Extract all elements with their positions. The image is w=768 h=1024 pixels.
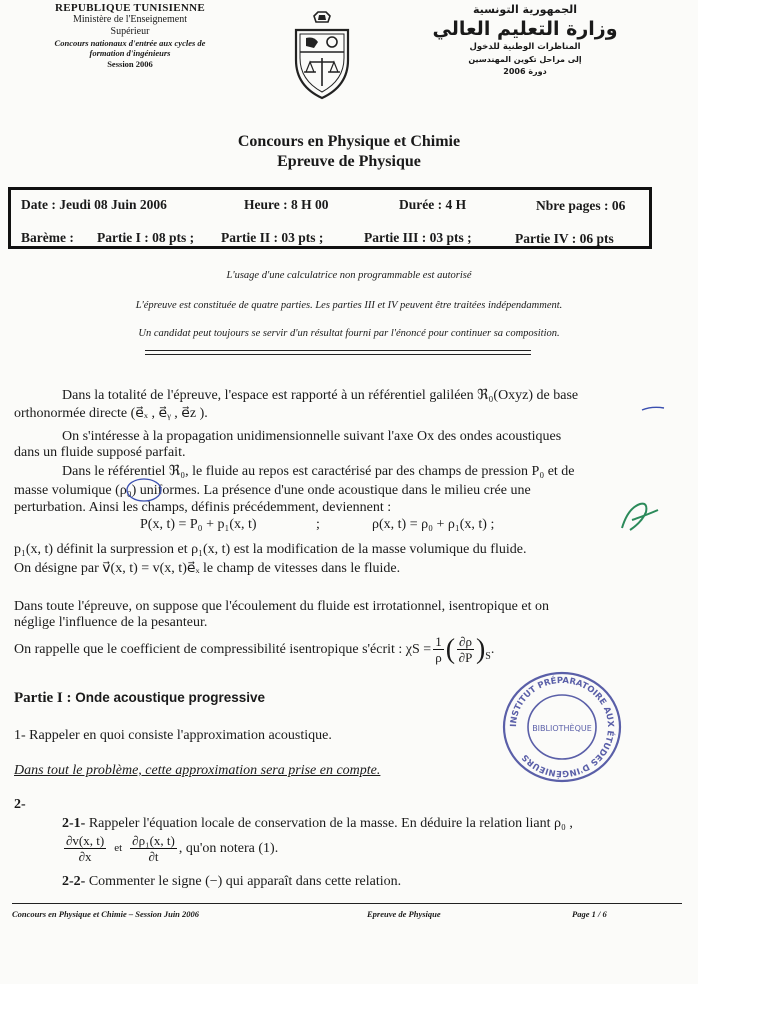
scale-label: Barème : <box>21 230 74 245</box>
body-para-4: p₁(x, t) définit la surpression et ρ₁(x, t) est la modification de la masse volumique du fluide. <box>14 542 527 557</box>
body-para-3a: Dans le référentiel ℜ₀, le fluide au repos est caractérisé par des champs de pression P₀ et de <box>62 464 575 479</box>
velocity-derivative-den: ∂x <box>78 849 92 864</box>
date-label: Date : Jeudi 08 Juin 2006 <box>21 197 167 212</box>
library-stamp-icon <box>500 670 624 784</box>
question-2-1-end: , qu'on notera (1). <box>178 841 279 856</box>
question-2-2-text: Commenter le signe (−) qui apparaît dans cette relation. <box>88 874 402 889</box>
page-count-label: Nbre pages : 06 <box>536 198 626 213</box>
header-arabic <box>420 2 630 78</box>
body-para-1a: Dans la totalité de l'épreuve, l'espace est rapporté à un référentiel galiléen ℜ₀(Oxyz) de base <box>62 388 579 403</box>
body-para-2a: On s'intéresse à la propagation unidimensionnelle suivant l'axe Ox des ondes acoustiques <box>62 429 562 444</box>
density-derivative <box>130 833 177 864</box>
part1-heading <box>14 690 265 707</box>
scale-part4: Partie IV : 06 pts <box>515 231 614 246</box>
contest-label-ar: المناظرات الوطنية للدخول <box>469 42 581 52</box>
republic-label-ar: الجمهورية التونسية <box>472 3 578 16</box>
separator-rule <box>145 350 531 351</box>
compressibility-fraction <box>433 634 444 665</box>
body-para-1b: orthonormée directe (e⃗ₓ , e⃗ᵧ , e⃗z ). <box>14 406 208 421</box>
velocity-derivative <box>64 833 106 864</box>
compressibility-line: On rappelle que le coefficient de compressibilité isentropique s'écrit : χS = $\frac{1}{\rho}$ ( $\frac{\partial\rho}{\partial P}$ ) S . <box>14 633 495 665</box>
velocity-derivative-num: ∂v(x, t) <box>66 833 105 848</box>
footer-right: Page 1 / 6 <box>572 909 607 919</box>
density-derivative-num: ∂ρ₁(x, t) <box>132 833 175 848</box>
density-equation: ρ(x, t) = ρ₀ + ρ₁(x, t) ; <box>372 517 495 532</box>
subscript-s: S <box>485 651 491 662</box>
question-2-2 <box>62 873 401 890</box>
circle-annotation-icon <box>124 477 164 503</box>
calculator-note: L'usage d'une calculatrice non programmable est autorisé <box>226 270 472 281</box>
dash-annotation-icon <box>640 402 666 416</box>
contest-label: Concours nationaux d'entrée aux cycles de <box>54 38 206 48</box>
compressibility-text: On rappelle que le coefficient de compressibilité isentropique s'écrit : χS = <box>14 642 432 657</box>
fraction-numerator: 1 <box>435 634 442 649</box>
republic-label: REPUBLIQUE TUNISIENNE <box>54 2 206 14</box>
scale-part1: Partie I : 08 pts ; <box>97 230 195 245</box>
derivative-fraction <box>457 634 474 665</box>
question-1: 1- Rappeler en quoi consiste l'approximation acoustique. <box>14 728 332 743</box>
question-2-1-formula <box>62 833 278 864</box>
body-para-5: On désigne par v⃗(x, t) = v(x, t)e⃗ₓ le champ de vitesses dans le fluide. <box>14 561 401 576</box>
body-para-2b: dans un fluide supposé parfait. <box>14 445 186 460</box>
body-para-3b: masse volumique (ρ₀) uniformes. La présence d'une onde acoustique dans le milieu crée une <box>14 483 531 498</box>
contest-label-ar-2: إلى مراحل تكوين المهندسين <box>468 55 582 64</box>
checkmark-annotation-icon <box>618 498 662 538</box>
body-para-6a: Dans toute l'épreuve, on suppose que l'écoulement du fluide est irrotationnel, isentropique et on <box>14 599 549 614</box>
derivative-numerator: ∂ρ <box>459 634 472 649</box>
conjunction-et: et <box>114 842 123 854</box>
compressibility-end: . <box>490 642 495 657</box>
page-footer <box>12 903 682 919</box>
part1-label: Partie I : <box>14 690 72 706</box>
footer-center: Epreuve de Physique <box>367 909 441 919</box>
footer-left: Concours en Physique et Chimie – Session Juin 2006 <box>12 909 200 919</box>
pressure-equation: P(x, t) = P₀ + p₁(x, t) <box>140 517 257 532</box>
density-derivative-den: ∂t <box>148 849 159 864</box>
contest-label-2: formation d'ingénieurs <box>89 48 171 58</box>
question-2-1-text: Rappeler l'équation locale de conservation de la masse. En déduire la relation liant ρ₀ , <box>88 816 573 831</box>
ministry-label: Ministère de l'Enseignement <box>73 14 187 25</box>
results-note: Un candidat peut toujours se servir d'un résultat fourni par l'énoncé pour continuer sa composition. <box>138 328 560 339</box>
question-2: 2- <box>14 797 26 812</box>
body-para-6b: néglige l'influence de la pesanteur. <box>14 615 208 630</box>
scale-part2: Partie II : 03 pts ; <box>221 230 324 245</box>
stamp-ring-text: INSTITUT PRÉPARATOIRE AUX ÉTUDES D'INGÉNIEURS <box>508 675 616 779</box>
structure-note: L'épreuve est constituée de quatre parties. Les parties III et IV peuvent être traitées indépendamment. <box>135 300 563 311</box>
session-label: Session 2006 <box>107 59 153 69</box>
header-french <box>18 2 242 70</box>
question-2-1 <box>62 815 573 832</box>
duration-label: Durée : 4 H <box>399 197 467 212</box>
ministry-label-ar: وزارة التعليم العالي <box>432 18 618 40</box>
part1-title: Onde acoustique progressive <box>75 690 266 705</box>
question-2-2-label: 2-2- <box>62 874 86 889</box>
coat-of-arms-icon <box>288 10 356 100</box>
equation-separator: ; <box>316 517 320 532</box>
exam-subtitle: Epreuve de Physique <box>277 153 421 170</box>
time-label: Heure : 8 H 00 <box>244 197 329 212</box>
exam-info-box <box>8 187 652 249</box>
scale-part3: Partie III : 03 pts ; <box>364 230 472 245</box>
question-2-1-label: 2-1- <box>62 816 86 831</box>
fraction-denominator: ρ <box>435 650 442 665</box>
approximation-note: Dans tout le problème, cette approximation sera prise en compte. <box>14 763 381 778</box>
separator-rule-2 <box>145 354 531 355</box>
derivative-denominator: ∂P <box>458 650 473 665</box>
exam-title: Concours en Physique et Chimie <box>237 133 461 150</box>
session-label-ar: دورة 2006 <box>503 67 547 76</box>
body-para-3c: perturbation. Ainsi les champs, définis précédemment, deviennent : <box>14 500 392 515</box>
stamp-center-text: BIBLIOTHÈQUE <box>532 724 592 733</box>
ministry-label-2: Supérieur <box>110 26 150 37</box>
